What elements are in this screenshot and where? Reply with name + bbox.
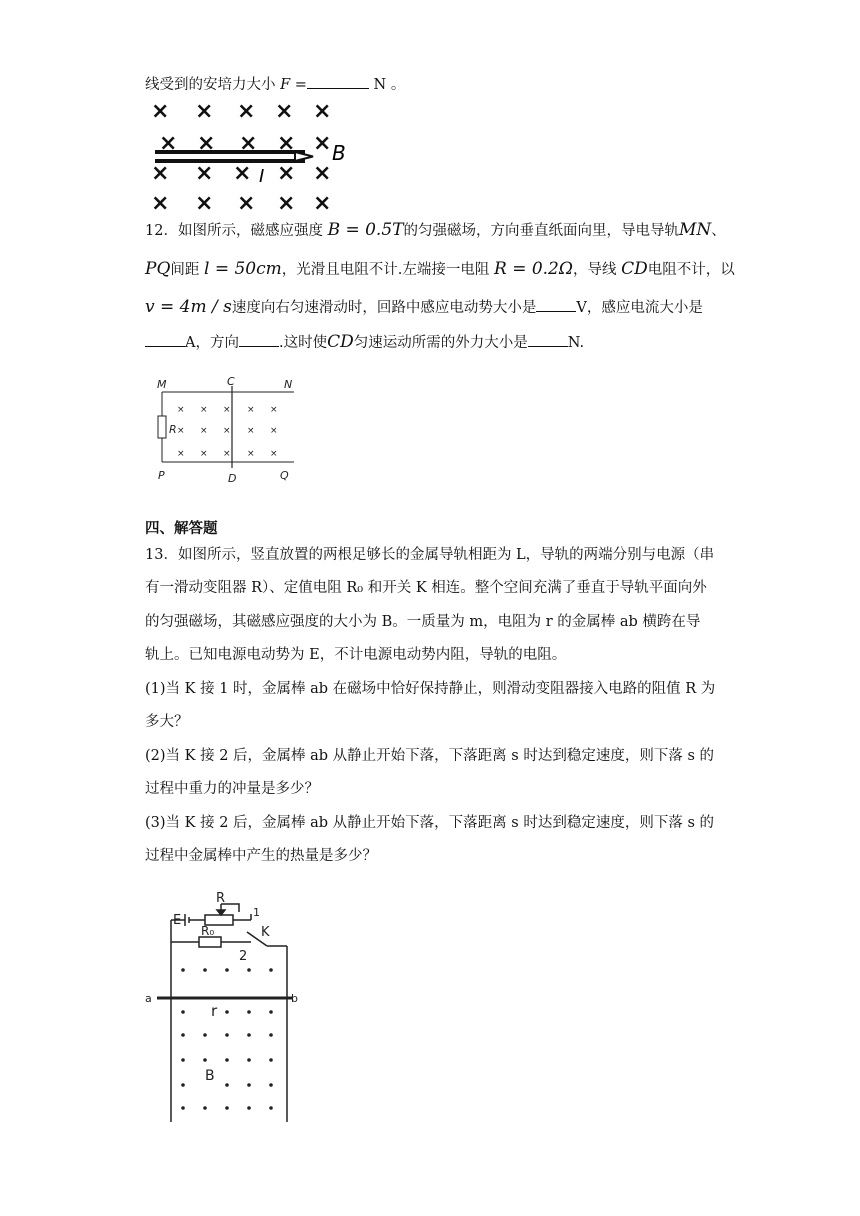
q11-text: 线受到的安培力大小 bbox=[145, 77, 276, 93]
q11-fig-label-I: I bbox=[259, 166, 265, 187]
label-E: E bbox=[173, 913, 182, 928]
q13-part1-line1: (1)当 K 接 1 时，金属棒 ab 在磁场中恰好保持静止，则滑动变阻器接入电路的阻值 R 为 bbox=[145, 681, 716, 697]
q12-blank-direction[interactable] bbox=[239, 332, 279, 347]
label-P: P bbox=[158, 469, 165, 482]
field-x-marks bbox=[177, 405, 278, 459]
label-K: K bbox=[261, 925, 270, 940]
q12-line3 bbox=[145, 297, 703, 318]
q12-blank-emf[interactable] bbox=[536, 297, 576, 312]
label-a: a bbox=[145, 992, 152, 1005]
q12-text: .这时使 bbox=[278, 335, 328, 351]
svg-text:×: × bbox=[197, 131, 216, 156]
q12-math-CD: CD bbox=[621, 259, 648, 279]
q12-text: V，感应电流大小是 bbox=[576, 300, 703, 316]
q12-line1 bbox=[145, 220, 726, 241]
q12-math-MN: MN bbox=[678, 220, 712, 240]
q13-part1-line2: 多大？ bbox=[145, 714, 189, 730]
svg-text:×: × bbox=[200, 449, 208, 459]
q12-text: 间距 bbox=[170, 262, 200, 278]
circuit bbox=[157, 904, 293, 1122]
q11-fig-label-B: B bbox=[332, 141, 346, 165]
svg-text:×: × bbox=[223, 449, 231, 459]
label-D: D bbox=[228, 472, 237, 485]
svg-text:×: × bbox=[195, 161, 214, 186]
label-R0: R₀ bbox=[201, 924, 215, 938]
q12-text: 的匀强磁场，方向垂直纸面向里，导电导轨 bbox=[403, 223, 679, 239]
q12-text: 速度向右匀速滑动时，回路中感应电动势大小是 bbox=[231, 300, 537, 316]
q12-blank-current[interactable] bbox=[145, 332, 185, 347]
svg-text:×: × bbox=[177, 426, 185, 436]
q12-line2 bbox=[145, 259, 735, 280]
svg-text:×: × bbox=[159, 131, 178, 156]
q12-blank-force[interactable] bbox=[528, 332, 568, 347]
svg-text:×: × bbox=[270, 426, 278, 436]
q13-figure bbox=[143, 890, 303, 1130]
q12-math-v: v = 4m / s bbox=[145, 297, 232, 317]
svg-text:×: × bbox=[313, 131, 332, 156]
resistor-R bbox=[158, 416, 166, 438]
label-R: R bbox=[216, 891, 226, 906]
label-N: N bbox=[284, 378, 293, 391]
svg-text:×: × bbox=[313, 99, 332, 124]
q12-line4 bbox=[145, 332, 584, 353]
label-R: R bbox=[169, 423, 177, 436]
svg-text:×: × bbox=[177, 405, 185, 415]
svg-text:×: × bbox=[151, 161, 170, 186]
q13-line1: 13．如图所示，竖直放置的两根足够长的金属导轨相距为 L，导轨的两端分别与电源（串 bbox=[145, 547, 715, 563]
q12-text: 电阻不计，以 bbox=[647, 262, 735, 278]
q11-answer-line bbox=[145, 74, 405, 95]
svg-text:×: × bbox=[237, 191, 256, 216]
q12-math-B: B = 0.5T bbox=[327, 220, 404, 240]
q12-text: ，导线 bbox=[572, 262, 617, 278]
svg-text:×: × bbox=[277, 131, 296, 156]
label-1: 1 bbox=[253, 906, 260, 919]
label-C: C bbox=[227, 375, 235, 388]
q13-part3-line1: (3)当 K 接 2 后，金属棒 ab 从静止开始下落，下落距离 s 时达到稳定速度，则下落 s 的 bbox=[145, 815, 714, 831]
q12-text: N. bbox=[567, 335, 585, 351]
q12-text: 、 bbox=[711, 223, 726, 239]
svg-text:×: × bbox=[200, 426, 208, 436]
q12-math-R: R = 0.2Ω bbox=[493, 259, 573, 279]
q12-math-l: l = 50cm bbox=[204, 259, 282, 279]
q12-figure bbox=[152, 376, 302, 486]
label-2: 2 bbox=[239, 949, 248, 964]
q11-unit: N 。 bbox=[373, 77, 406, 93]
label-b: b bbox=[291, 992, 298, 1005]
label-M: M bbox=[157, 378, 167, 391]
section-heading: 四、解答题 bbox=[145, 520, 218, 537]
label-Q: Q bbox=[280, 469, 289, 482]
svg-text:×: × bbox=[270, 405, 278, 415]
label-B: B bbox=[205, 1068, 215, 1084]
q11-force-var: F bbox=[280, 77, 291, 93]
svg-text:×: × bbox=[270, 449, 278, 459]
q13-line2: 有一滑动变阻器 R）、定值电阻 R₀ 和开关 K 相连。整个空间充满了垂直于导轨平面向外 bbox=[145, 580, 707, 596]
svg-text:×: × bbox=[200, 405, 208, 415]
svg-text:×: × bbox=[195, 99, 214, 124]
svg-text:×: × bbox=[233, 161, 252, 186]
q13-part2-line1: (2)当 K 接 2 后，金属棒 ab 从静止开始下落，下落距离 s 时达到稳定速度，则下落 s 的 bbox=[145, 748, 714, 764]
label-r: r bbox=[211, 1002, 218, 1020]
svg-text:×: × bbox=[247, 426, 255, 436]
q12-math-PQ: PQ bbox=[145, 259, 171, 279]
svg-text:×: × bbox=[177, 449, 185, 459]
current-wire bbox=[155, 152, 313, 161]
svg-text:×: × bbox=[237, 99, 256, 124]
q12-math-CD: CD bbox=[327, 332, 354, 352]
q12-text: 匀速运动所需的外力大小是 bbox=[353, 335, 528, 351]
svg-text:×: × bbox=[313, 161, 332, 186]
svg-text:×: × bbox=[239, 131, 258, 156]
field-dots bbox=[181, 968, 273, 1110]
svg-text:×: × bbox=[195, 191, 214, 216]
svg-text:×: × bbox=[247, 405, 255, 415]
q11-figure bbox=[145, 100, 345, 215]
svg-text:×: × bbox=[275, 99, 294, 124]
svg-text:×: × bbox=[151, 99, 170, 124]
resistor-R0 bbox=[199, 937, 221, 947]
svg-text:×: × bbox=[277, 161, 296, 186]
q13-line3: 的匀强磁场，其磁感应强度的大小为 B。一质量为 m，电阻为 r 的金属棒 ab 横跨在导 bbox=[145, 614, 701, 630]
q11-equals: = bbox=[290, 77, 307, 93]
svg-text:×: × bbox=[277, 191, 296, 216]
svg-text:×: × bbox=[223, 405, 231, 415]
svg-text:×: × bbox=[313, 191, 332, 216]
svg-text:×: × bbox=[151, 191, 170, 216]
q13-line4: 轨上。已知电源电动势为 E，不计电源电动势内阻，导轨的电阻。 bbox=[145, 647, 567, 663]
q12-text: 12．如图所示，磁感应强度 bbox=[145, 223, 323, 239]
q13-part3-line2: 过程中金属棒中产生的热量是多少？ bbox=[145, 848, 377, 864]
q13-part2-line2: 过程中重力的冲量是多少？ bbox=[145, 781, 319, 797]
q12-text: A，方向 bbox=[185, 335, 239, 351]
q12-text: ，光滑且电阻不计.左端接一电阻 bbox=[281, 262, 490, 278]
svg-text:×: × bbox=[247, 449, 255, 459]
svg-text:×: × bbox=[223, 426, 231, 436]
q11-blank[interactable] bbox=[307, 74, 369, 89]
